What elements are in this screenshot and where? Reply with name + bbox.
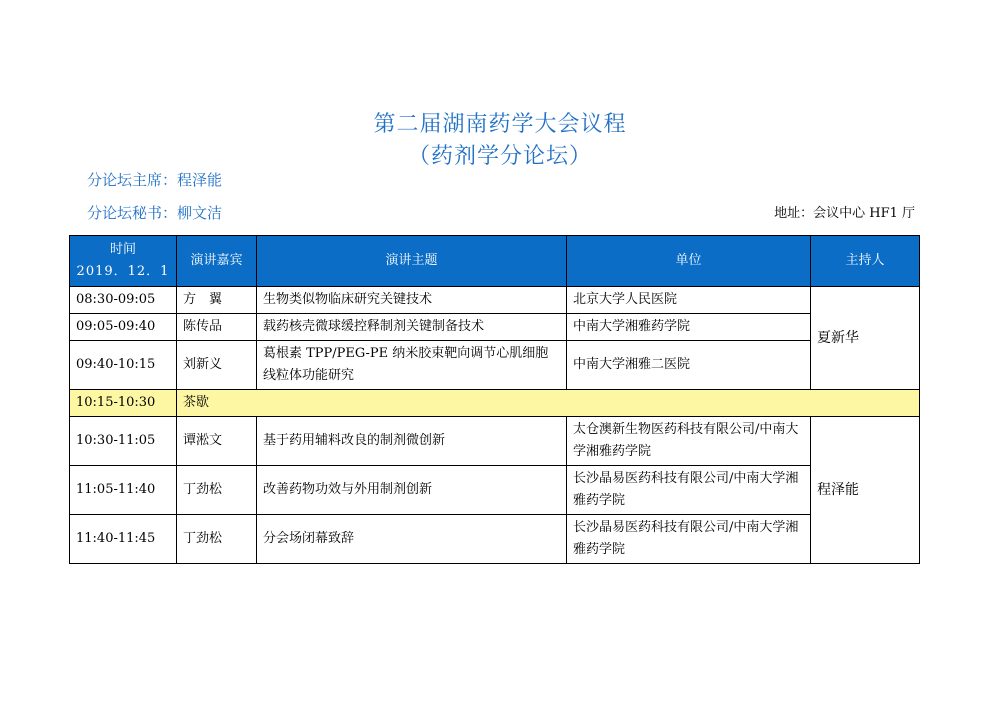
row-time: 09:40-10:15 — [70, 341, 177, 390]
tea-break-label: 茶歇 — [177, 390, 920, 417]
row-speaker: 刘新义 — [177, 341, 257, 390]
table-row — [70, 287, 920, 314]
row-unit: 中南大学湘雅药学院 — [567, 314, 811, 341]
row-unit: 长沙晶易医药科技有限公司/中南大学湘雅药学院 — [567, 515, 811, 564]
header-time — [70, 236, 177, 287]
row-speaker: 丁劲松 — [177, 515, 257, 564]
row-host: 夏新华 — [811, 287, 920, 390]
row-host: 程泽能 — [811, 417, 920, 564]
row-unit: 太仓澳新生物医药科技有限公司/中南大学湘雅药学院 — [567, 417, 811, 466]
row-topic: 改善药物功效与外用制剂创新 — [257, 466, 567, 515]
header-speaker: 演讲嘉宾 — [177, 236, 257, 287]
header-topic: 演讲主题 — [257, 236, 567, 287]
row-speaker: 丁劲松 — [177, 466, 257, 515]
agenda-table — [69, 235, 920, 564]
row-topic: 分会场闭幕致辞 — [257, 515, 567, 564]
row-time: 11:40-11:45 — [70, 515, 177, 564]
row-unit: 中南大学湘雅二医院 — [567, 341, 811, 390]
row-time: 10:15-10:30 — [70, 390, 177, 417]
table-row — [70, 515, 920, 564]
header-date: 2019．12．1 — [76, 264, 170, 279]
row-topic: 基于药用辅料改良的制剂微创新 — [257, 417, 567, 466]
row-speaker: 陈传品 — [177, 314, 257, 341]
header-unit: 单位 — [567, 236, 811, 287]
document-subtitle: （药剂学分论坛） — [407, 144, 592, 169]
venue-address: 地址：会议中心 HF1 厅 — [774, 206, 915, 221]
forum-secretary: 分论坛秘书：柳文洁 — [87, 204, 223, 222]
table-row — [70, 417, 920, 466]
table-row — [70, 341, 920, 390]
row-unit: 北京大学人民医院 — [567, 287, 811, 314]
header-host: 主持人 — [811, 236, 920, 287]
table-header-row — [70, 236, 920, 287]
tea-break-row — [70, 390, 920, 417]
table-row — [70, 314, 920, 341]
row-time: 09:05-09:40 — [70, 314, 177, 341]
header-time-label: 时间 — [109, 242, 136, 257]
row-speaker: 方 翼 — [177, 287, 257, 314]
row-unit: 长沙晶易医药科技有限公司/中南大学湘雅药学院 — [567, 466, 811, 515]
forum-chair: 分论坛主席：程泽能 — [87, 171, 223, 189]
row-topic: 生物类似物临床研究关键技术 — [257, 287, 567, 314]
table-row — [70, 466, 920, 515]
row-speaker: 谭淞文 — [177, 417, 257, 466]
row-topic: 载药核壳微球缓控释制剂关键制备技术 — [257, 314, 567, 341]
row-time: 11:05-11:40 — [70, 466, 177, 515]
row-time: 10:30-11:05 — [70, 417, 177, 466]
document-title: 第二届湖南药学大会议程 — [373, 112, 627, 137]
row-time: 08:30-09:05 — [70, 287, 177, 314]
row-topic: 葛根素 TPP/PEG-PE 纳米胶束靶向调节心肌细胞线粒体功能研究 — [257, 341, 567, 390]
